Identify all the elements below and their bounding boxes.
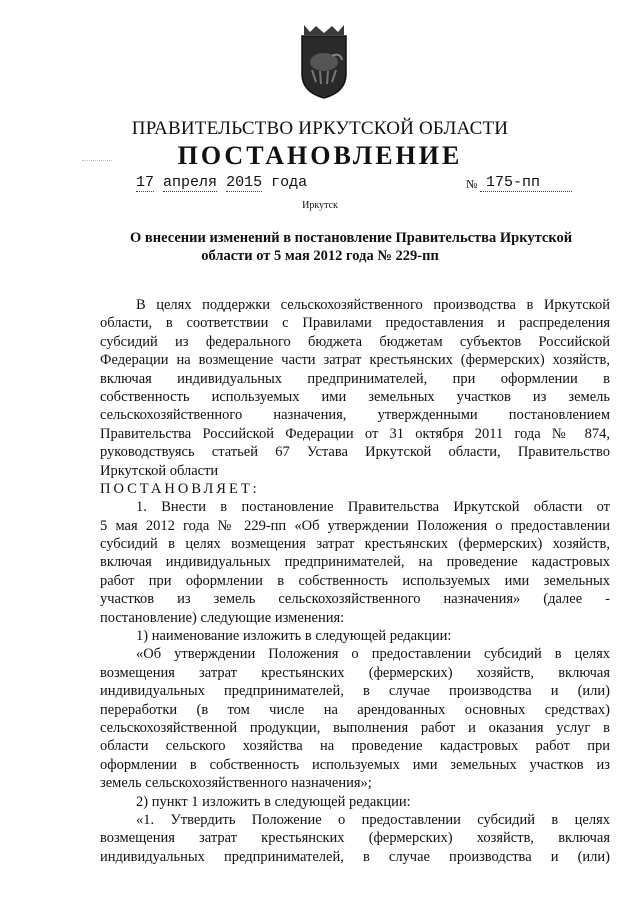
body-line: сельскохозяйственной продукции, выполнения работ и оказания услуг в bbox=[100, 719, 610, 736]
date-day: 17 bbox=[136, 174, 155, 191]
body-line: включая индивидуальных предпринимателей, на проведение кадастровых bbox=[100, 554, 610, 571]
body-line: Правительства Российской Федерации от 31 октября 2011 года № 874, bbox=[100, 425, 610, 442]
date-suffix: года bbox=[271, 174, 308, 191]
body-line: 5 мая 2012 года № 229-пп «Об утверждении Положения о предоставлении bbox=[100, 517, 610, 534]
document-subject bbox=[130, 229, 573, 265]
document-body bbox=[100, 296, 610, 866]
body-line: субсидий в целях возмещения затрат крестьянских (фермерских) хозяйств, bbox=[100, 536, 610, 553]
body-line: земель сельскохозяйственного назначения»; bbox=[100, 775, 372, 792]
date-year: 2015 bbox=[226, 174, 263, 191]
body-line: 2) пункт 1 изложить в следующей редакции: bbox=[136, 793, 411, 810]
document-date bbox=[136, 174, 307, 191]
body-line: постановление) следующие изменения: bbox=[100, 609, 345, 626]
body-line: области, в соответствии с Правилами предоставления и распределения bbox=[100, 315, 610, 332]
number-sign: № bbox=[466, 177, 478, 191]
subject-line: области от 5 мая 2012 года № 229-пп bbox=[201, 248, 439, 264]
decree-resolves: ПОСТАНОВЛЯЕТ: bbox=[100, 480, 260, 497]
body-line: области сельского хозяйства на проведение кадастровых работ при bbox=[100, 738, 610, 755]
body-line: руководствуясь статьей 67 Устава Иркутской области, Правительство bbox=[100, 444, 610, 461]
body-line: В целях поддержки сельскохозяйственного производства в Иркутской bbox=[136, 297, 610, 313]
body-line: работ при оформлении в собственность используемых ими земельных bbox=[100, 572, 610, 589]
body-line: возмещения затрат крестьянских (фермерских) хозяйств, включая bbox=[100, 830, 610, 847]
body-line: 1. Внести в постановление Правительства Иркутской области от bbox=[136, 499, 610, 516]
body-line: Иркутской области bbox=[100, 462, 219, 479]
body-line: включая индивидуальных предпринимателей, при оформлении в bbox=[100, 370, 610, 387]
body-line: переработки (в том числе на арендованных основных средствах) bbox=[100, 701, 610, 718]
subject-line: О внесении изменений в постановление Правительства Иркутской bbox=[130, 230, 573, 246]
body-line: «Об утверждении Положения о предоставлении субсидий в целях bbox=[136, 646, 610, 663]
body-line: сельскохозяйственного назначения, утвержденными постановлением bbox=[100, 407, 610, 424]
coat-of-arms-emblem bbox=[296, 22, 352, 100]
body-line: собственность используемых ими земельных участков из земель bbox=[100, 388, 610, 405]
document-type-title: ПОСТАНОВЛЕНИЕ bbox=[177, 141, 463, 170]
body-line: субсидий из федерального бюджета бюджетам субъектов Российской bbox=[100, 333, 610, 350]
body-line: 1) наименование изложить в следующей редакции: bbox=[136, 628, 452, 645]
body-line: участков из земель сельскохозяйственного назначения» (далее - bbox=[100, 591, 610, 608]
body-line: «1. Утвердить Положение о предоставлении субсидий в целях bbox=[136, 811, 610, 828]
date-month: апреля bbox=[163, 174, 218, 191]
government-title: ПРАВИТЕЛЬСТВО ИРКУТСКОЙ ОБЛАСТИ bbox=[131, 118, 509, 139]
city-label: Иркутск bbox=[302, 200, 338, 211]
body-line: индивидуальных предпринимателей, в случае производства и (или) bbox=[100, 848, 610, 865]
body-line: Федерации на возмещение части затрат крестьянских (фермерских) хозяйств, bbox=[100, 352, 610, 369]
body-line: оформлении в собственность используемых ими земельных участков из bbox=[100, 756, 610, 773]
body-line: индивидуальных предпринимателей, в случае производства и (или) bbox=[100, 683, 610, 700]
body-line: возмещения затрат крестьянских (фермерских) хозяйств, включая bbox=[100, 664, 610, 681]
document-number: 175-пп bbox=[480, 174, 572, 192]
